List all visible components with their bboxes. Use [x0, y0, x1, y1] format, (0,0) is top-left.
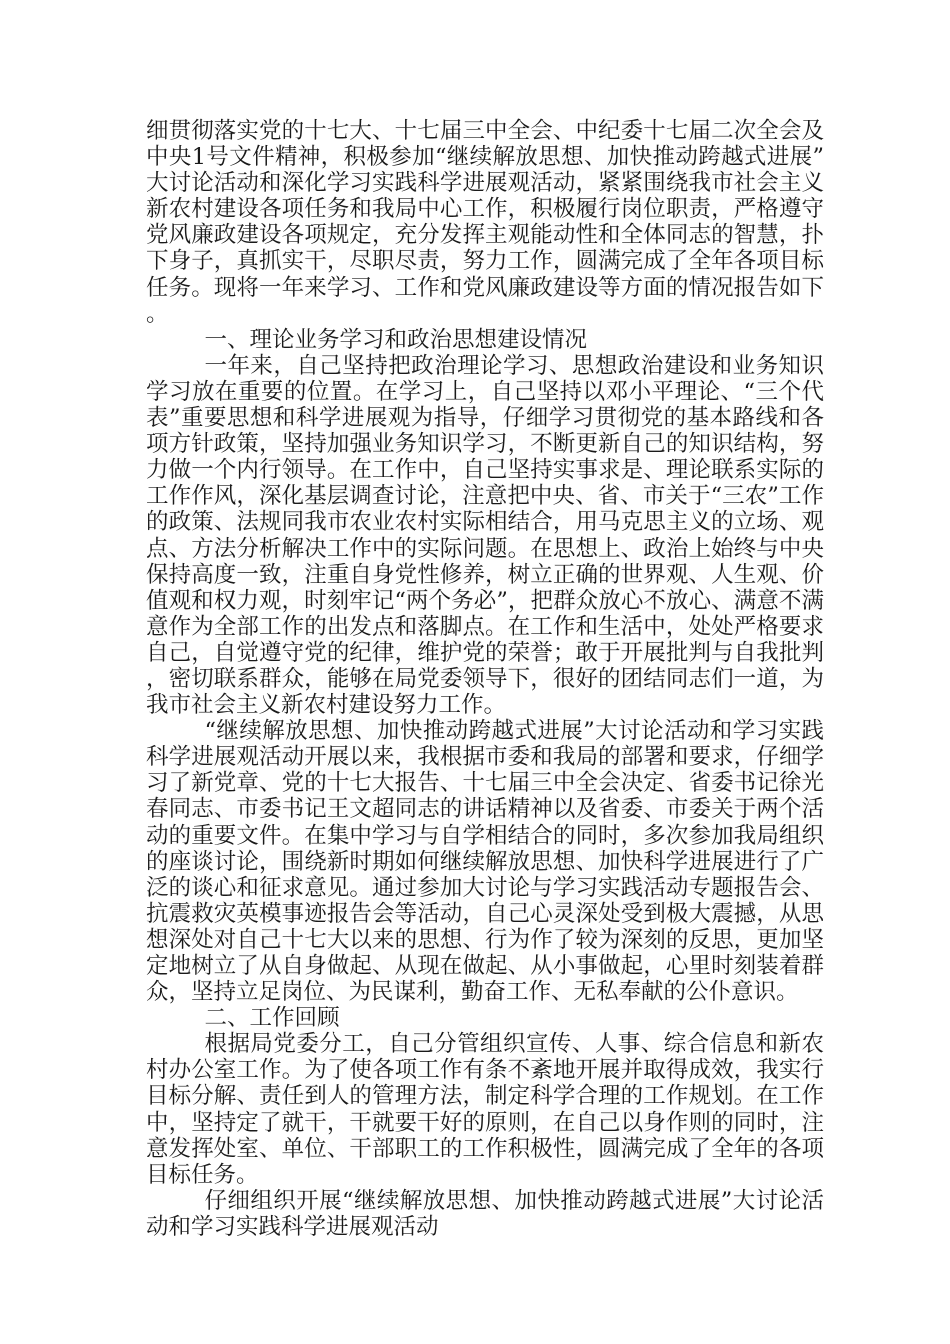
section-heading-work-review: 二、工作回顾	[204, 1005, 340, 1032]
paragraph-discussion-activity: “继续解放思想、加快推动跨越式进展”大讨论活动和学习实践科学进展观活动开展以来，我根据市委和我局的部署和要求，仔细学习了新党章、党的十七大报告、十七届三中全会决定、省委书记徐光春同志、市委书记王文超同志的讲话精神以及省委、市委关于两个活动的重要文件。在集中学习与自学相结合的同时，多次参加我局组织的座谈讨论，围绕新时期如何继续解放思想、加快科学进展进行了广泛的谈心和征求意见。通过参加大讨论与学习实践活动专题报告会、抗震救灾英模事迹报告会等活动，自己心灵深处受到极大震撼，从思想深处对自己十七大以来的思想、行为作了较为深刻的反思，更加坚定地树立了从自身做起、从现在做起、从小事做起，心里时刻装着群众，坚持立足岗位、为民谋利，勤奋工作、无私奉献的公仆意识。	[146, 718, 824, 1006]
document-body	[146, 118, 824, 1240]
paragraph-continuation: 细贯彻落实党的十七大、十七届三中全会、中纪委十七届二次全会及中央1号文件精神，积极参加“继续解放思想、加快推动跨越式进展”大讨论活动和深化学习实践科学进展观活动，紧紧围绕我市社会主义新农村建设各项任务和我局中心工作，积极履行岗位职责，严格遵守党风廉政建设各项规定，充分发挥主观能动性和全体同志的智慧，扑下身子，真抓实干，尽职尽责，努力工作，圆满完成了全年各项目标任务。现将一年来学习、工作和党风廉政建设等方面的情况报告如下。	[146, 118, 824, 327]
section-heading-theory-study: 一、理论业务学习和政治思想建设情况	[204, 326, 588, 353]
paragraph-work-division: 根据局党委分工，自己分管组织宣传、人事、综合信息和新农村办公室工作。为了使各项工作有条不紊地开展并取得成效，我实行目标分解、责任到人的管理方法，制定科学合理的工作规划。在工作中，坚持定了就干，干就要干好的原则，在自己以身作则的同时，注意发挥处室、单位、干部职工的工作积极性，圆满完成了全年的各项目标任务。	[146, 1031, 824, 1188]
paragraph-theory-study: 一年来，自己坚持把政治理论学习、思想政治建设和业务知识学习放在重要的位置。在学习上，自己坚持以邓小平理论、“三个代表”重要思想和科学进展观为指导，仔细学习贯彻党的基本路线和各项方针政策，坚持加强业务知识学习，不断更新自己的知识结构，努力做一个内行领导。在工作中，自己坚持实事求是、理论联系实际的工作作风，深化基层调查讨论，注意把中央、省、市关于“三农”工作的政策、法规同我市农业农村实际相结合，用马克思主义的立场、观点、方法分析解决工作中的实际问题。在思想上、政治上始终与中央保持高度一致，注重自身党性修养，树立正确的世界观、人生观、价值观和权力观，时刻牢记“两个务必”，把群众放心不放心、满意不满意作为全部工作的出发点和落脚点。在工作和生活中，处处严格要求自己，自觉遵守党的纪律，维护党的荣誉；敢于开展批判与自我批判，密切联系群众，能够在局党委领导下，很好的团结同志们一道，为我市社会主义新农村建设努力工作。	[146, 352, 824, 719]
paragraph-organize-activity: 仔细组织开展“继续解放思想、加快推动跨越式进展”大讨论活动和学习实践科学进展观活动	[146, 1187, 824, 1240]
